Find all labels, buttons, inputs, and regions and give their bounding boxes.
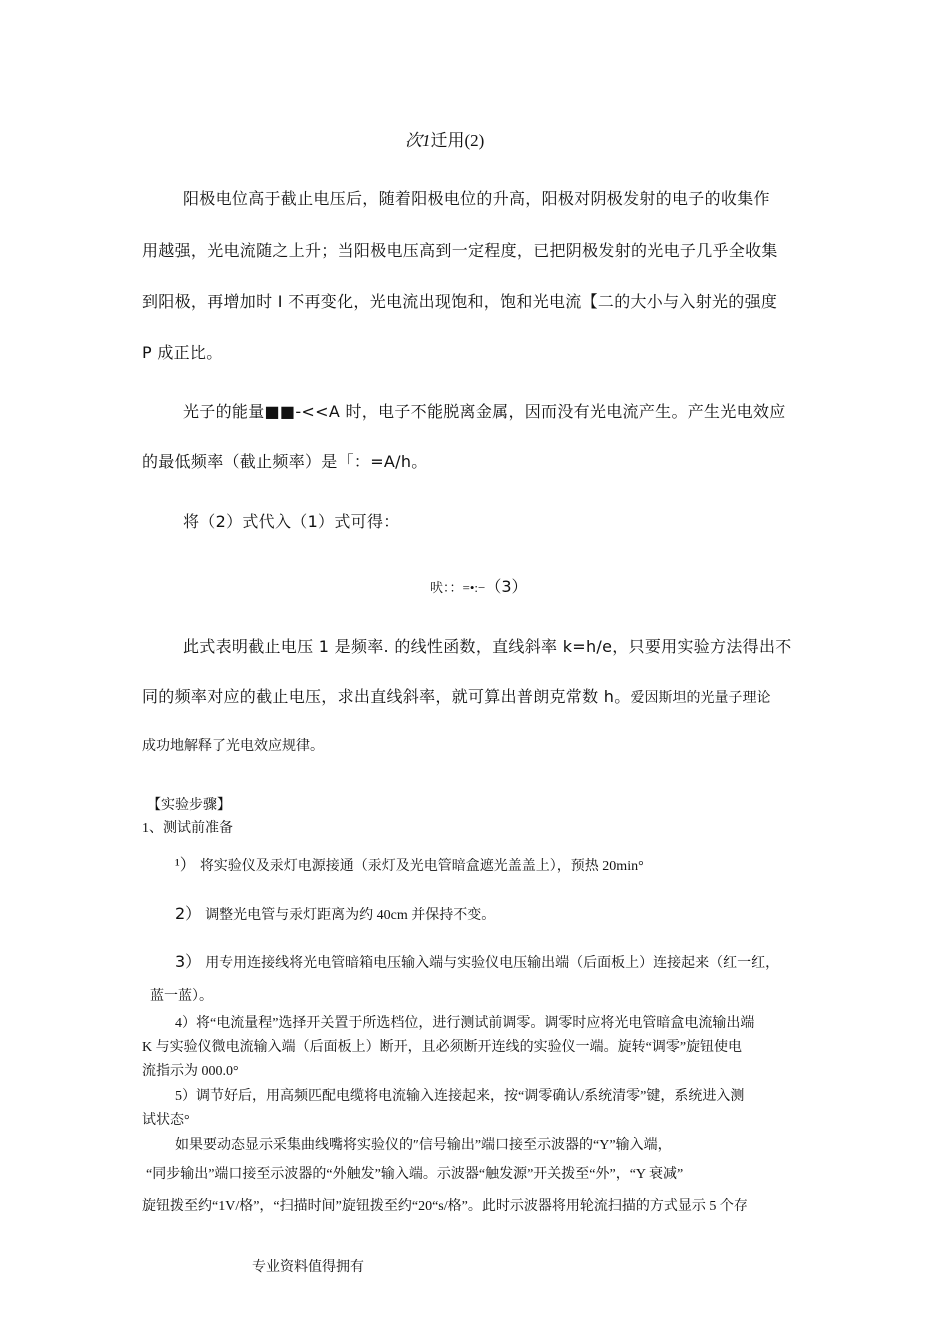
para1-line3: 到阳极，再增加时 I 不再变化，光电流出现饱和，饱和光电流【二的大小与入射光的强度 (142, 292, 778, 311)
step-3 (175, 949, 779, 972)
para4-line2-tail: 爱因斯坦的光量子理论 (630, 691, 771, 706)
step-4-line3: 流指示为 000.0° (142, 1064, 239, 1079)
step-3-number: 3） (175, 952, 202, 971)
equation-title-prefix: 次1 (405, 131, 431, 150)
step-1 (175, 852, 644, 875)
para6-line1: 如果要动态显示采集曲线嘴将实验仪的″信号输出”端口接至示波器的“Y”输入端， (175, 1138, 672, 1153)
step-4-line2: K 与实验仪微电流输入端（后面板上）断开，且必须断开连线的实验仪一端。旋转“调零”旋钮使电 (142, 1040, 743, 1055)
step-4-line1: 4）将“电流量程”选择开关置于所选档位，进行测试前调零。调零时应将光电管暗盒电流输出端 (175, 1016, 755, 1031)
step-2-number: 2） (175, 904, 202, 923)
para1-line2: 用越强，光电流随之上升；当阳极电压高到一定程度，已把阴极发射的光电子几乎全收集 (142, 241, 778, 260)
equation-title (405, 126, 484, 151)
para4-line2 (142, 684, 771, 707)
para3-line1: 将（2）式代入（1）式可得： (183, 512, 400, 531)
step-2-text: 调整光电管与汞灯距离为约 40cm 并保持不变。 (205, 908, 496, 923)
equation-title-text: 迁用(2) (430, 131, 485, 150)
step-3-text: 用专用连接线将光电管暗箱电压输入端与实验仪电压输出端（后面板上）连接起来（红一红， (205, 956, 780, 971)
para1-line4: P 成正比。 (142, 343, 223, 362)
step-3-text-cont: 蓝一蓝）。 (150, 989, 213, 1004)
para2-line2: 的最低频率（截止频率）是「：=A/h。 (142, 452, 428, 471)
para2-line1: 光子的能量■■-<<A 时，电子不能脱离金属，因而没有光电流产生。产生光电效应 (183, 402, 786, 421)
step-1-text: 将实验仪及汞灯电源接通（汞灯及光电管暗盒遮光盖盖上），预热 20min° (199, 859, 644, 874)
para1-line1: 阳极电位高于截止电压后，随着阳极电位的升高，阳极对阴极发射的电子的收集作 (183, 189, 770, 208)
equation-3-label: （3） (485, 577, 528, 596)
para4-line2-main: 同的频率对应的截止电压，求出直线斜率，就可算出普朗克常数 h。 (142, 687, 631, 706)
para4-line1: 此式表明截止电压 1 是频率. 的线性函数，直线斜率 k=h/e，只要用实验方法得出不 (183, 637, 792, 656)
para4-line3: 成功地解释了光电效应规律。 (142, 739, 324, 754)
step-2 (175, 901, 495, 924)
step-5-line1: 5）调节好后，用高频匹配电缆将电流输入连接起来，按“调零确认/系统清零”键，系统进入测 (175, 1089, 745, 1104)
para6-line3: 旋钮拨至约“1V/格”，“扫描时间”旋钮拨至约“20“s/格”。此时示波器将用轮流扫描的方式显示 5 个存 (142, 1199, 748, 1214)
step-1-number: ¹） (175, 857, 196, 874)
equation-3-body: 吠：：=•:− (430, 580, 486, 595)
equation-3 (430, 574, 528, 597)
steps-subheading-1: 1、测试前准备 (142, 821, 233, 836)
page-footer: 专业资料值得拥有 (252, 1260, 364, 1275)
step-5-line2: 试状态° (142, 1113, 190, 1128)
para6-line2: “同步输出”端口接至示波器的“外触发”输入端。示波器“触发源”开关拨至“外”，“Y 衰减” (146, 1167, 684, 1182)
steps-heading: 【实验步骤】 (147, 798, 231, 813)
